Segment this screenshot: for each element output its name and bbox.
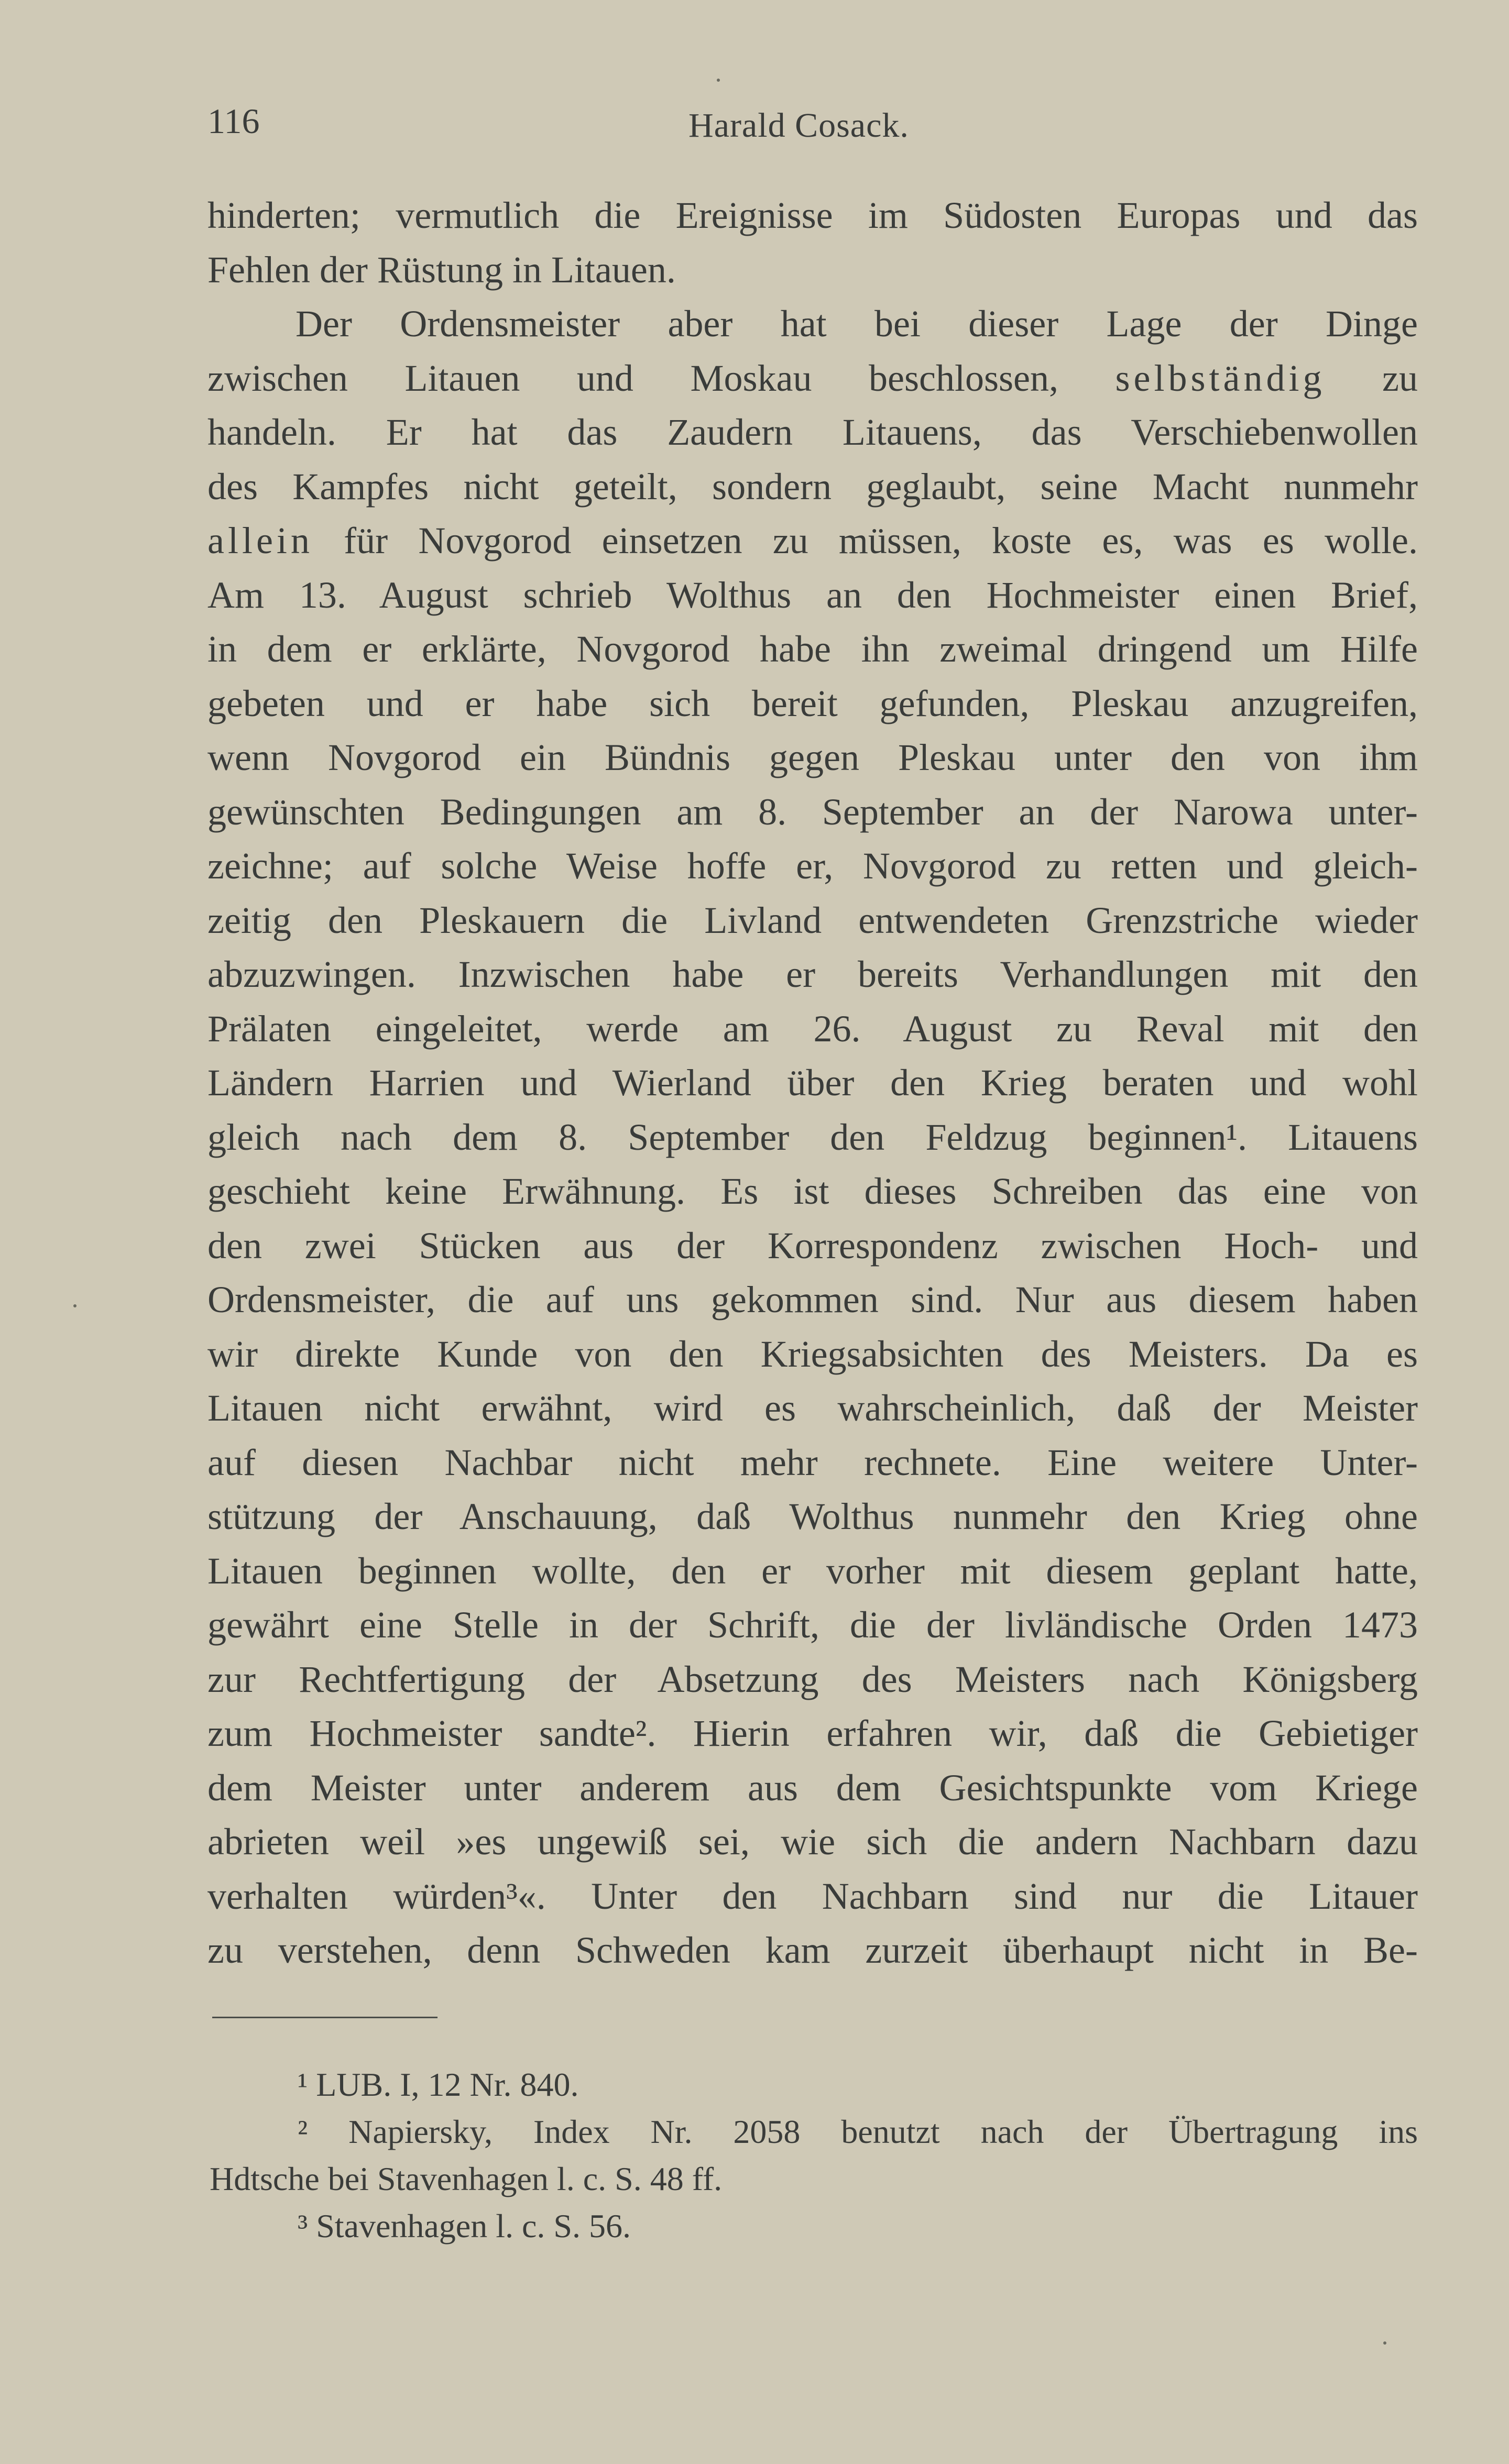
text-line: handeln. Er hat das Zaudern Litauens, das Verschiebenwollen	[207, 411, 1418, 453]
text-line: zeichne; auf solche Weise hoffe er, Novgorod zu retten und gleich-	[207, 845, 1418, 887]
paper-speck	[73, 1304, 76, 1307]
text-line: gewährt eine Stelle in der Schrift, die der livländische Orden 1473	[207, 1604, 1418, 1646]
footnotes	[210, 2061, 1418, 2250]
text-line: zu verstehen, denn Schweden kam zurzeit überhaupt nicht in Be-	[207, 1929, 1418, 1971]
text-line: Fehlen der Rüstung in Litauen.	[207, 248, 676, 291]
emphasized-word: selbständig	[1115, 357, 1326, 399]
text-line: des Kampfes nicht geteilt, sondern geglaubt, seine Macht nunmehr	[207, 465, 1418, 508]
text-line: Prälaten eingeleitet, werde am 26. August zu Reval mit den	[207, 1007, 1418, 1050]
text-line: in dem er erklärte, Novgorod habe ihn zweimal dringend um Hilfe	[207, 628, 1418, 670]
footnote-2: ² Napiersky, Index Nr. 2058 benutzt nach der Übertragung ins	[298, 2113, 1418, 2150]
text-line: zum Hochmeister sandte². Hierin erfahren wir, daß die Gebietiger	[207, 1712, 1418, 1754]
text-line: zwischen Litauen und Moskau beschlossen, selbständig zu	[207, 357, 1418, 399]
page-header	[207, 93, 1418, 146]
text-line: Am 13. August schrieb Wolthus an den Hochmeister einen Brief,	[207, 574, 1418, 616]
text-line: wenn Novgorod ein Bündnis gegen Pleskau unter den von ihm	[207, 736, 1418, 778]
text-line: abzuzwingen. Inzwischen habe er bereits Verhandlungen mit den	[207, 953, 1418, 995]
text-line: wir direkte Kunde von den Kriegsabsichten des Meisters. Da es	[207, 1333, 1418, 1375]
text-line: abrieten weil »es ungewiß sei, wie sich die andern Nachbarn dazu	[207, 1821, 1418, 1863]
text-line: dem Meister unter anderem aus dem Gesichtspunkte vom Kriege	[207, 1766, 1418, 1809]
paper-speck	[1383, 2341, 1386, 2345]
text-line: den zwei Stücken aus der Korrespondenz zwischen Hoch- und	[207, 1224, 1418, 1267]
text-line: zur Rechtfertigung der Absetzung des Meisters nach Königsberg	[207, 1658, 1418, 1700]
footnote-2-continuation: Hdtsche bei Stavenhagen l. c. S. 48 ff.	[210, 2160, 723, 2197]
text-line: Ländern Harrien und Wierland über den Krieg beraten und wohl	[207, 1062, 1418, 1104]
paper-speck	[717, 79, 720, 82]
text-line: gewünschten Bedingungen am 8. September an der Narowa unter-	[207, 790, 1418, 833]
page-number: 116	[207, 101, 260, 141]
text-line: hinderten; vermutlich die Ereignisse im Südosten Europas und das	[207, 194, 1418, 236]
text-line: Der Ordensmeister aber hat bei dieser Lage der Dinge	[296, 303, 1418, 345]
footnote-divider	[212, 2017, 438, 2018]
text-line: geschieht keine Erwähnung. Es ist dieses Schreiben das eine von	[207, 1170, 1418, 1212]
body-text	[207, 189, 1418, 1978]
text-line: allein für Novgorod einsetzen zu müssen, koste es, was es wolle.	[207, 520, 1418, 562]
emphasized-word: allein	[207, 520, 313, 562]
text-line: gebeten und er habe sich bereit gefunden, Pleskau anzugreifen,	[207, 682, 1418, 724]
text-line: auf diesen Nachbar nicht mehr rechnete. Eine weitere Unter-	[207, 1441, 1418, 1483]
running-head: Harald Cosack.	[688, 106, 909, 145]
text-line: gleich nach dem 8. September den Feldzug beginnen¹. Litauens	[207, 1116, 1418, 1158]
text-line: Litauen nicht erwähnt, wird es wahrscheinlich, daß der Meister	[207, 1387, 1418, 1429]
text-line: Litauen beginnen wollte, den er vorher mit diesem geplant hatte,	[207, 1549, 1418, 1592]
text-line: Ordensmeister, die auf uns gekommen sind. Nur aus diesem haben	[207, 1279, 1418, 1321]
footnote-1: ¹ LUB. I, 12 Nr. 840.	[298, 2066, 579, 2103]
footnote-3: ³ Stavenhagen l. c. S. 56.	[298, 2207, 631, 2245]
text-line: stützung der Anschauung, daß Wolthus nunmehr den Krieg ohne	[207, 1495, 1418, 1537]
text-line: zeitig den Pleskauern die Livland entwendeten Grenzstriche wieder	[207, 899, 1418, 941]
text-line: verhalten würden³«. Unter den Nachbarn sind nur die Litauer	[207, 1875, 1418, 1917]
